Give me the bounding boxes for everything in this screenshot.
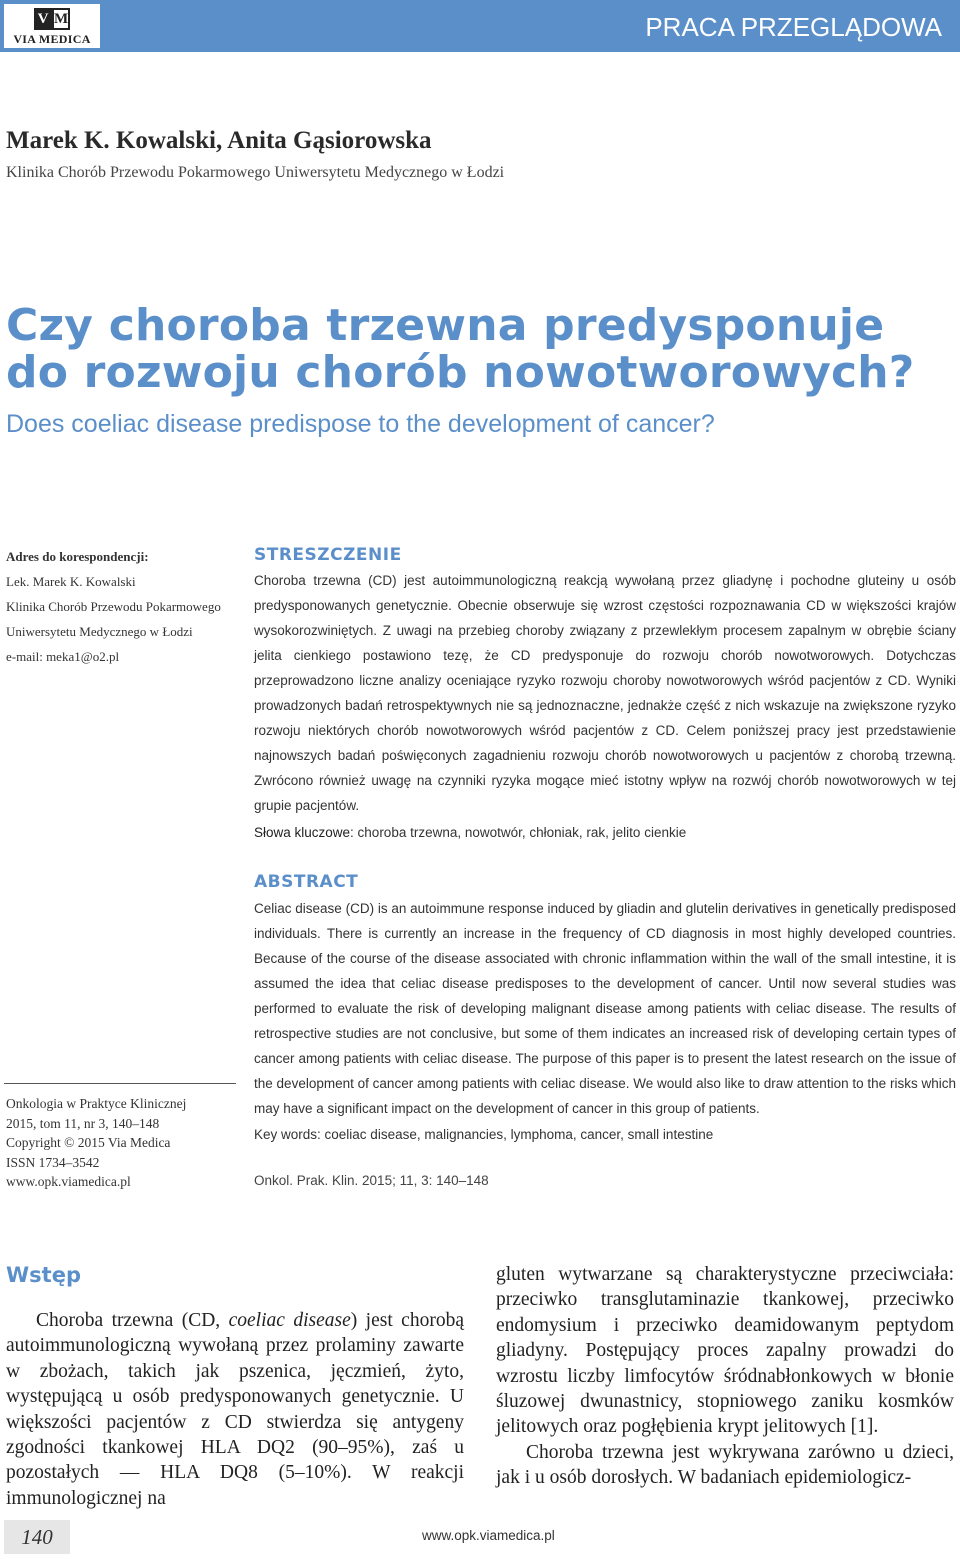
abstract-heading: ABSTRACT [254,872,359,892]
via-medica-logo[interactable] [4,4,100,48]
footer-url[interactable]: www.opk.viamedica.pl [422,1528,555,1543]
logo-text: VIA MEDICA [13,32,91,46]
journal-info-divider [4,1083,236,1084]
logo-mark-icon [34,8,70,30]
title-pl-line-2: do rozwoju chorób nowotworowych? [6,347,915,398]
page-number: 140 [21,1525,53,1549]
authors: Marek K. Kowalski, Anita Gąsiorowska [6,127,432,154]
intro-italic-term: coeliac disease [228,1310,351,1331]
intro-text: ) jest chorobą autoimmunologiczną wywołaną przez prolaminy zawarte w zbożach, takich jak pszenica, jęczmień, żyto, występującą u osób predysponowanych genetycznie. U większości pacjentów z CD stwierdza się antygeny zgodności tkankowej HLA DQ2 (90–95%), zaś u pozostałych — HLA DQ8 (5–10%). W reakcji immunologicznej na [6,1310,464,1509]
logo-letter-v: V [34,8,52,30]
intro-paragraph-2: Choroba trzewna jest wykrywana zarówno u dzieci, jak i u osób dorosłych. W badaniach epidemiologicz- [496,1441,954,1489]
correspondence-block [6,544,236,669]
intro-paragraph-continued: gluten wytwarzane są charakterystyczne przeciwciała: przeciwko transglutaminazie tkankowej, przeciwko endomysium i przeciwko deamidowanym peptydom gliadyny. Postępujący proces zapalny prowadzi do wzrostu liczby limfocytów śródnabłonkowych w błonie śluzowej dwunastnicy, stopniowego zaniku kosmków jelitowych oraz pogłębienia krypt jelitowych [1]. [496,1264,954,1438]
key-words [254,1122,956,1147]
logo-letter-m: M [52,8,70,30]
key-words-label: Key words [254,1127,318,1142]
correspondence-line: Uniwersytetu Medycznego w Łodzi [6,624,193,639]
journal-info [6,1094,238,1192]
body-column-right [496,1262,954,1491]
section-label: PRACA PRZEGLĄDOWA [645,12,942,42]
correspondence-line: Lek. Marek K. Kowalski [6,574,136,589]
slowa-kluczowe [254,820,956,845]
slowa-kluczowe-label: Słowa kluczowe [254,825,351,840]
journal-info-line: 2015, tom 11, nr 3, 140–148 [6,1115,160,1131]
journal-info-line: Onkologia w Praktyce Klinicznej [6,1096,187,1111]
article-title-pl [6,302,946,396]
intro-heading: Wstęp [6,1263,81,1287]
body-column-left [6,1308,464,1511]
journal-info-url[interactable]: www.opk.viamedica.pl [6,1174,131,1189]
correspondence-email[interactable]: e-mail: meka1@o2.pl [6,649,120,664]
journal-info-line: ISSN 1734–3542 [6,1154,100,1170]
journal-info-line: Copyright © 2015 Via Medica [6,1135,171,1150]
streszczenie-heading: STRESZCZENIE [254,545,402,565]
streszczenie-text: Choroba trzewna (CD) jest autoimmunologiczną reakcją wywołaną przez gliadynę i pochodne gluteiny u osób predysponowanych genetycznie. Obecnie obserwuje się wzrost częstości rozpoznawania CD w większości krajów wysokorozwiniętych. Z uwagi na przebieg choroby związany z przewlekłym procesem zapalnym w obrębie ściany jelita cienkiego postawiono tezę, że CD predysponuje do rozwoju chorób nowotworowych. Dotychczas przeprowadzono liczne analizy oceniające ryzyko rozwoju choroby nowotworowych wśród pacjentów z CD. Wyniki prowadzonych badań retrospektywnych nie są jednoznaczne, jednakże część z nich wskazuje na zwiększone ryzyko rozwoju niektórych chorób nowotworowych wśród pacjentów z CD. Celem poniższej pracy jest przedstawienie najnowszych badań poświęconych zagadnieniu rozwoju chorób nowotworowych u pacjentów z chorobą trzewną. Zwrócono również uwagę na czynniki ryzyka mogące mieć istotny wpływ na rozwój chorób nowotworowych w tej grupie pacjentów. [254,573,956,813]
slowa-kluczowe-values: : choroba trzewna, nowotwór, chłoniak, rak, jelito cienkie [350,825,687,840]
key-words-values: : coeliac disease, malignancies, lymphoma, cancer, small intestine [317,1127,714,1142]
title-pl-line-1: Czy choroba trzewna predysponuje [6,300,885,351]
citation: Onkol. Prak. Klin. 2015; 11, 3: 140–148 [254,1173,489,1188]
correspondence-label: Adres do korespondencji: [6,549,149,564]
intro-paragraph-1 [6,1308,464,1511]
affiliation: Klinika Chorób Przewodu Pokarmowego Uniwersytetu Medycznego w Łodzi [6,164,505,181]
article-title-en: Does coeliac disease predispose to the development of cancer? [6,410,715,438]
intro-text: Choroba trzewna (CD, [36,1310,229,1331]
correspondence-line: Klinika Chorób Przewodu Pokarmowego [6,599,221,614]
abstract-text: Celiac disease (CD) is an autoimmune response induced by gliadin and glutelin derivatives in genetically predisposed individuals. There is currently an increase in the frequency of CD diagnosis in most highly developed countries. Because of the course of the disease associated with chronic inflammation within the wall of the small intestine, it is assumed the idea that celiac disease predisposes to the development of cancer. Until now several studies was performed to evaluate the risk of developing malignant disease among patients with celiac disease. The results of retrospective studies are not conclusive, but some of them indicates an increased risk of developing certain types of cancer among patients with celiac disease. The purpose of this paper is to present the latest research on the issue of the development of cancer among patients with celiac disease. We would also like to draw attention to the risks which may have a significant impact on the development of cancer in this group of patients. [254,901,956,1116]
